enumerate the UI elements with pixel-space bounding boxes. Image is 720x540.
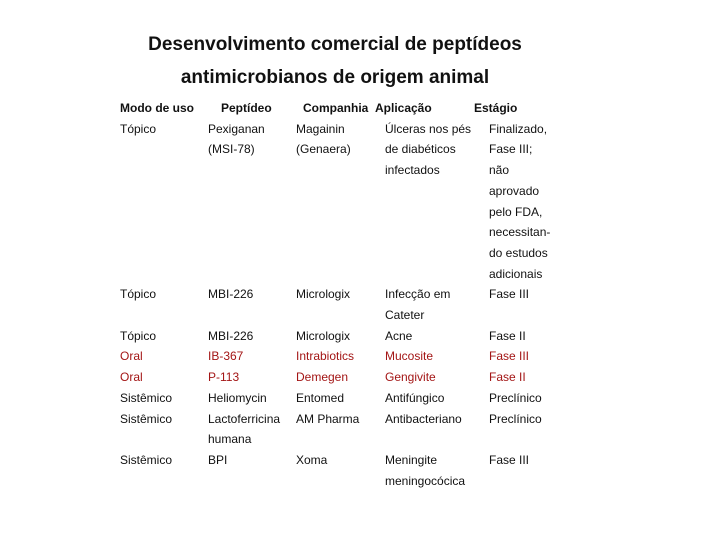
table-cell: Úlceras nos pés de diabéticos infectados	[385, 121, 472, 178]
table-cell: Micrologix	[296, 328, 351, 343]
table-cell: Heliomycin	[208, 390, 267, 405]
table-cell: Infecção em Cateter	[385, 287, 451, 323]
header-modo-de-uso: Modo de uso	[120, 101, 194, 115]
table-cell: Sistêmico	[120, 452, 173, 467]
table-cell: Lactoferricina humana	[208, 411, 281, 447]
table-cell: Preclínico	[489, 390, 542, 405]
table-row	[0, 346, 720, 367]
table-cell: Mucosite	[385, 349, 434, 364]
table-cell: Sistêmico	[120, 390, 173, 405]
table-row	[0, 367, 720, 388]
table-cell: Intrabiotics	[296, 349, 355, 364]
table-row	[0, 326, 720, 347]
table-cell: Entomed	[296, 390, 345, 405]
table-cell: Pexiganan (MSI-78)	[208, 121, 265, 157]
table-cell: Oral	[120, 370, 143, 385]
table-cell: P-113	[208, 370, 240, 385]
header-aplicacao: Aplicação	[375, 101, 432, 115]
slide-title-line1: Desenvolvimento comercial de peptídeos	[148, 34, 522, 55]
table-cell: Tópico	[120, 121, 157, 136]
table-row	[0, 409, 720, 450]
table-cell: MBI-226	[208, 328, 254, 343]
table-cell: MBI-226	[208, 287, 254, 302]
table-cell: Meningite meningocócica	[385, 452, 466, 488]
peptide-table	[0, 98, 720, 491]
table-cell: AM Pharma	[296, 411, 360, 426]
table-cell: Gengivite	[385, 370, 436, 385]
header-companhia: Companhia	[303, 101, 369, 115]
table-header	[0, 98, 720, 119]
table-cell: Preclínico	[489, 411, 542, 426]
table-cell: Xoma	[296, 452, 328, 467]
table-cell: BPI	[208, 452, 228, 467]
slide-title-line2: antimicrobianos de origem animal	[180, 67, 490, 88]
table-cell: Fase II	[489, 370, 526, 385]
table-row	[0, 388, 720, 409]
table-cell: Fase III	[489, 349, 530, 364]
table-cell: IB-367	[208, 349, 244, 364]
table-row	[0, 284, 720, 325]
table-cell: Sistêmico	[120, 411, 173, 426]
table-cell: Finalizado, Fase III; não aprovado pelo FDA, necessitan- do estudos adicionais	[489, 121, 551, 281]
table-cell: Micrologix	[296, 287, 351, 302]
table-cell: Antifúngico	[385, 390, 445, 405]
table-row	[0, 450, 720, 491]
table-cell: Demegen	[296, 370, 349, 385]
table-cell: Fase III	[489, 287, 530, 302]
table-cell: Tópico	[120, 287, 157, 302]
table-cell: Fase III	[489, 452, 530, 467]
header-estagio: Estágio	[474, 101, 518, 115]
table-cell: Fase II	[489, 328, 526, 343]
table-cell: Acne	[385, 328, 413, 343]
table-cell: Oral	[120, 349, 143, 364]
table-cell: Tópico	[120, 328, 157, 343]
table-row	[0, 119, 720, 285]
table-cell: Antibacteriano	[385, 411, 462, 426]
header-peptideo: Peptídeo	[221, 101, 272, 115]
table-cell: Magainin (Genaera)	[296, 121, 351, 157]
